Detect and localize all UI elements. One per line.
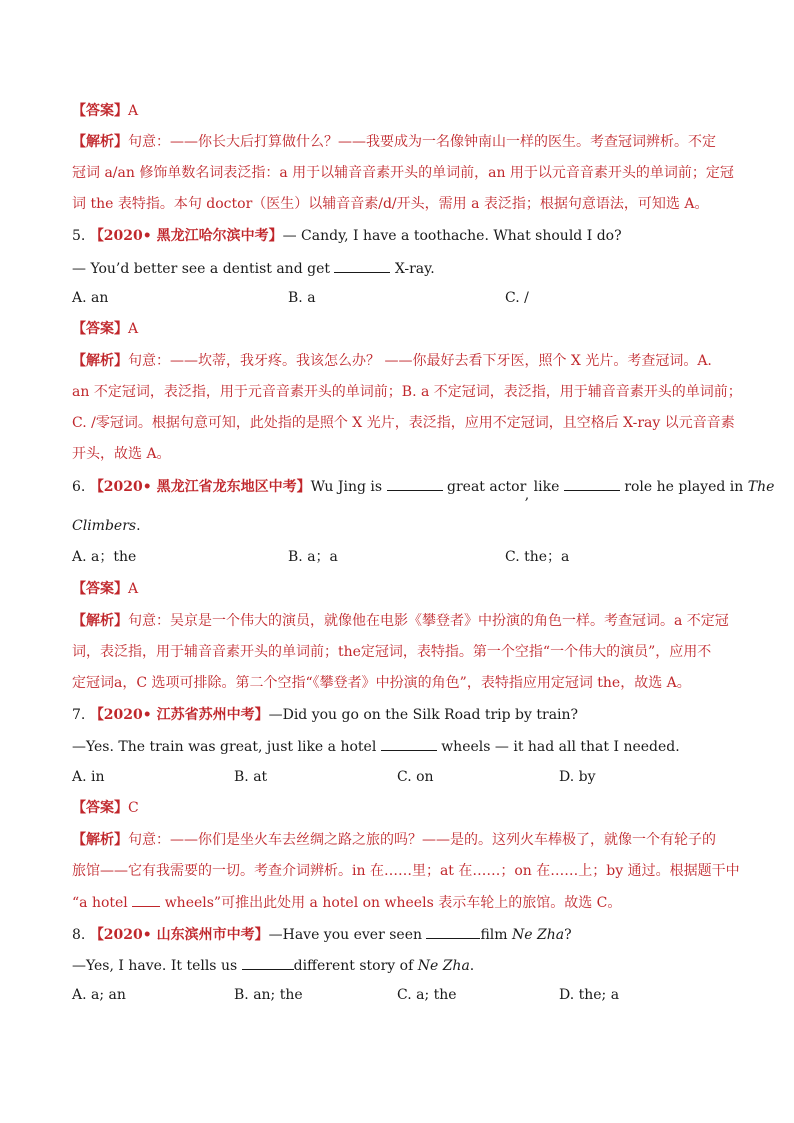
explanation-text: 冠词 a/an 修饰单数名词表泛指：a 用于以辅音音素开头的单词前，an 用于以元音音素开头的单词前；定冠 — [72, 165, 734, 181]
question-text: — You’d better see a dentist and get — [72, 261, 330, 277]
option-a: A. an — [72, 290, 109, 306]
explanation-text: 开头，故选 A。 — [72, 446, 171, 462]
explanation-text: 定冠词a，C 选项可排除。第二个空指“《攀登者》中扮演的角色”，表特指应用定冠词 the，故选 A。 — [72, 675, 691, 691]
question-number: 5. — [72, 228, 86, 244]
option-c: C. on — [397, 769, 434, 785]
explanation-line — [72, 830, 716, 850]
question-mark: ? — [564, 927, 572, 943]
question-text: different story of — [293, 958, 414, 974]
question-number: 6. — [72, 479, 86, 495]
answer-value: A — [128, 321, 139, 337]
option-d: D. the; a — [559, 987, 620, 1003]
movie-title: The — [747, 479, 775, 495]
question-text: like — [533, 479, 560, 495]
explanation-line — [72, 611, 729, 631]
option-c: C. a; the — [397, 987, 457, 1003]
question-5-line2 — [72, 258, 435, 279]
question-number: 7. — [72, 707, 86, 723]
question-text: Wu Jing is — [310, 479, 383, 495]
option-b: B. a；a — [288, 549, 338, 565]
explanation-tag: 【解析】 — [72, 353, 128, 369]
question-text: —Yes, I have. It tells us — [72, 958, 238, 974]
option-d: D. by — [559, 769, 596, 785]
answer-tag: 【答案】 — [72, 581, 128, 597]
explanation-tag: 【解析】 — [72, 613, 128, 629]
option-b: B. an; the — [234, 987, 303, 1003]
explanation-text: 句意：吴京是一个伟大的演员，就像他在电影《攀登者》中扮演的角色一样。考查冠词。a 不定冠 — [128, 613, 729, 629]
explanation-line — [72, 351, 712, 371]
option-c: C. / — [505, 290, 529, 306]
question-source: 【2020• 江苏省苏州中考】 — [89, 707, 269, 723]
question-number: 8. — [72, 927, 86, 943]
comma: , — [524, 487, 530, 503]
answer-value: A — [128, 103, 139, 119]
question-text: wheels — it had all that I needed. — [441, 739, 680, 755]
answer-blank — [132, 892, 160, 907]
question-text: — Candy, I have a toothache. What should I do? — [282, 228, 622, 244]
answer-blank — [387, 476, 443, 491]
question-text: role he played in — [624, 479, 744, 495]
question-7-stem — [72, 705, 578, 725]
explanation-line-3 — [72, 892, 621, 913]
answer-value: C — [128, 800, 139, 816]
explanation-text: 句意：——你们是坐火车去丝绸之路之旅的吗？——是的。这列火车棒极了，就像一个有轮子的 — [128, 832, 716, 848]
question-6-stem — [72, 476, 775, 503]
answer-blank — [564, 476, 620, 491]
option-b: B. a — [288, 290, 316, 306]
answer-tag: 【答案】 — [72, 800, 128, 816]
option-c: C. the；a — [505, 549, 570, 565]
question-5-stem — [72, 226, 622, 246]
answer-blank — [334, 258, 390, 273]
question-text: —Did you go on the Silk Road trip by train? — [268, 707, 579, 723]
explanation-text: 句意：——坎蒂，我牙疼。我该怎么办？ ——你最好去看下牙医，照个 X 光片。考查冠词。A. — [128, 353, 712, 369]
answer-line — [72, 579, 138, 599]
question-text: X-ray. — [394, 261, 435, 277]
explanation-text: “a hotel — [72, 895, 128, 911]
answer-line — [72, 798, 139, 818]
period: . — [136, 518, 141, 534]
period: . — [469, 958, 475, 974]
question-8-stem — [72, 924, 572, 945]
option-b: B. at — [234, 769, 268, 785]
question-source: 【2020• 黑龙江哈尔滨中考】 — [89, 228, 283, 244]
explanation-text: 旅馆——它有我需要的一切。考查介词辨析。in 在……里；at 在……；on 在……上；by 通过。根据题干中 — [72, 863, 740, 879]
answer-blank — [426, 924, 480, 939]
answer-value: A — [128, 581, 139, 597]
question-6-line2 — [72, 516, 141, 536]
movie-title: Climbers — [72, 518, 137, 534]
question-source: 【2020• 山东滨州市中考】 — [89, 927, 269, 943]
explanation-line — [72, 132, 716, 152]
answer-line — [72, 319, 138, 339]
explanation-tag: 【解析】 — [72, 134, 128, 150]
question-text: great actor — [447, 479, 525, 495]
answer-blank — [381, 736, 437, 751]
explanation-text: an 不定冠词，表泛指，用于元音音素开头的单词前；B. a 不定冠词，表泛指，用于辅音音素开头的单词前； — [72, 384, 742, 400]
explanation-text: 词，表泛指，用于辅音音素开头的单词前；the定冠词，表特指。第一个空指“一个伟大的演员”，应用不 — [72, 644, 712, 660]
option-a: A. a；the — [72, 549, 137, 565]
option-a: A. in — [72, 769, 105, 785]
answer-line — [72, 101, 138, 121]
question-7-line2 — [72, 736, 680, 757]
movie-title: Ne Zha — [417, 958, 470, 974]
question-8-line2 — [72, 955, 474, 976]
question-source: 【2020• 黑龙江省龙东地区中考】 — [89, 479, 311, 495]
answer-tag: 【答案】 — [72, 321, 128, 337]
explanation-text: C. /零冠词。根据句意可知，此处指的是照个 X 光片，表泛指，应用不定冠词，且空格后 X-ray 以元音音素 — [72, 415, 735, 431]
explanation-text: wheels”可推出此处用 a hotel on wheels 表示车轮上的旅馆。故选 C。 — [164, 895, 622, 911]
explanation-tag: 【解析】 — [72, 832, 128, 848]
answer-blank — [242, 955, 294, 970]
question-text: —Have you ever seen — [268, 927, 423, 943]
option-a: A. a; an — [72, 987, 126, 1003]
question-text: film — [480, 927, 508, 943]
explanation-text: 句意：——你长大后打算做什么？——我要成为一名像钟南山一样的医生。考查冠词辨析。不定 — [128, 134, 716, 150]
explanation-text: 词 the 表特指。本句 doctor（医生）以辅音音素/d/开头，需用 a 表泛指；根据句意语法，可知选 A。 — [72, 196, 709, 212]
answer-tag: 【答案】 — [72, 103, 128, 119]
question-text: —Yes. The train was great, just like a hotel — [72, 739, 377, 755]
movie-title: Ne Zha — [512, 927, 565, 943]
